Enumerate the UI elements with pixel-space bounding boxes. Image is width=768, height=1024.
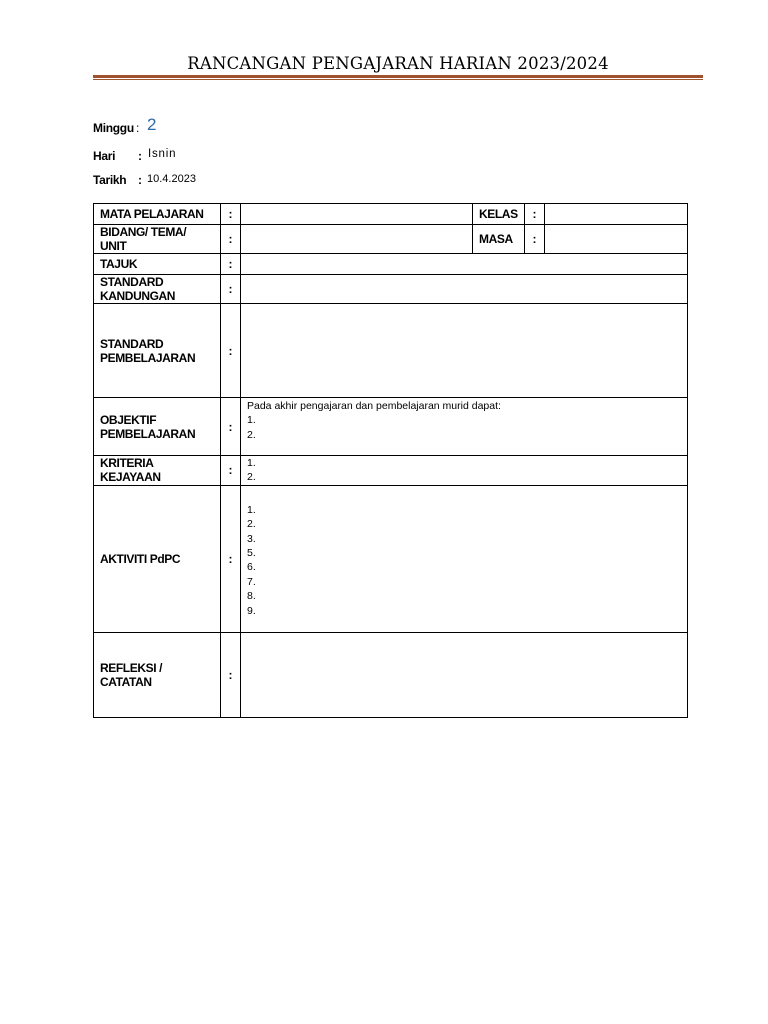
colon: : [221,304,241,398]
kelas-field[interactable] [545,204,688,225]
colon: : [221,632,241,717]
mata-pelajaran-field[interactable] [241,204,473,225]
kriteria-label: KRITERIA KEJAYAAN [94,456,221,486]
hari-value: Isnin [148,148,177,160]
row-aktiviti [94,485,688,632]
colon: : [221,254,241,275]
tarikh-colon: : [138,173,142,187]
masa-field[interactable] [545,225,688,254]
objektif-field[interactable] [241,398,688,456]
aktiviti-label: AKTIVITI PdPC [94,485,221,632]
aktiviti-field[interactable] [241,485,688,632]
page-title: RANCANGAN PENGAJARAN HARIAN 2023/2024 [187,54,609,73]
colon: : [221,485,241,632]
standard-pembelajaran-label [94,304,221,398]
list-item: 9. [247,604,256,617]
minggu-value: 2 [147,115,157,134]
title-rule-thick [93,75,703,78]
label-line: STANDARD [100,336,164,351]
label-line: OBJEKTIF [100,412,157,427]
label-line: PEMBELAJARAN [100,426,196,441]
row-mata-pelajaran [94,204,688,225]
list-item: 6. [247,561,256,574]
hari-colon: : [138,149,142,163]
tajuk-field[interactable] [241,254,688,275]
tajuk-label: TAJUK [94,254,221,275]
refleksi-field[interactable] [241,632,688,717]
kriteria-field[interactable] [241,456,688,486]
bidang-label: BIDANG/ TEMA/ UNIT [94,225,221,254]
list-item: 2. [247,518,256,531]
objektif-label [94,398,221,456]
colon: : [221,275,241,304]
list-item: 5. [247,547,256,560]
objektif-intro: Pada akhir pengajaran dan pembelajaran murid dapat: [247,400,501,412]
minggu-label: Minggu [93,121,134,135]
standard-pembelajaran-field[interactable] [241,304,688,398]
list-item: 8. [247,590,256,603]
list-item: 2. [247,471,256,484]
label-line: PEMBELAJARAN [100,350,196,365]
label-line: KANDUNGAN [100,289,176,303]
refleksi-label: REFLEKSI / CATATAN [94,632,221,717]
row-standard-kandungan [94,275,688,304]
colon: : [525,204,545,225]
row-standard-pembelajaran [94,304,688,398]
colon: : [221,225,241,254]
tarikh-value: 10.4.2023 [147,173,196,185]
mata-pelajaran-label: MATA PELAJARAN [94,204,221,225]
kelas-label: KELAS [473,204,525,225]
list-item: 2. [247,428,256,441]
colon: : [221,398,241,456]
standard-kandungan-label [94,275,221,304]
row-objektif [94,398,688,456]
masa-label: MASA [473,225,525,254]
colon: : [221,456,241,486]
label-line: STANDARD [100,275,164,289]
list-item: 3. [247,532,256,545]
list-item: 1. [247,503,256,516]
colon: : [221,204,241,225]
bidang-field[interactable] [241,225,473,254]
hari-label: Hari [93,149,116,163]
list-item: 1. [247,414,256,427]
list-item: 7. [247,575,256,588]
minggu-colon: : [136,121,140,135]
row-refleksi [94,632,688,717]
standard-kandungan-field[interactable] [241,275,688,304]
row-tajuk [94,254,688,275]
rph-table [93,203,688,718]
tarikh-label: Tarikh [93,173,127,187]
title-rule-thin [93,79,703,80]
row-bidang [94,225,688,254]
row-kriteria [94,456,688,486]
list-item: 1. [247,457,256,469]
colon: : [525,225,545,254]
